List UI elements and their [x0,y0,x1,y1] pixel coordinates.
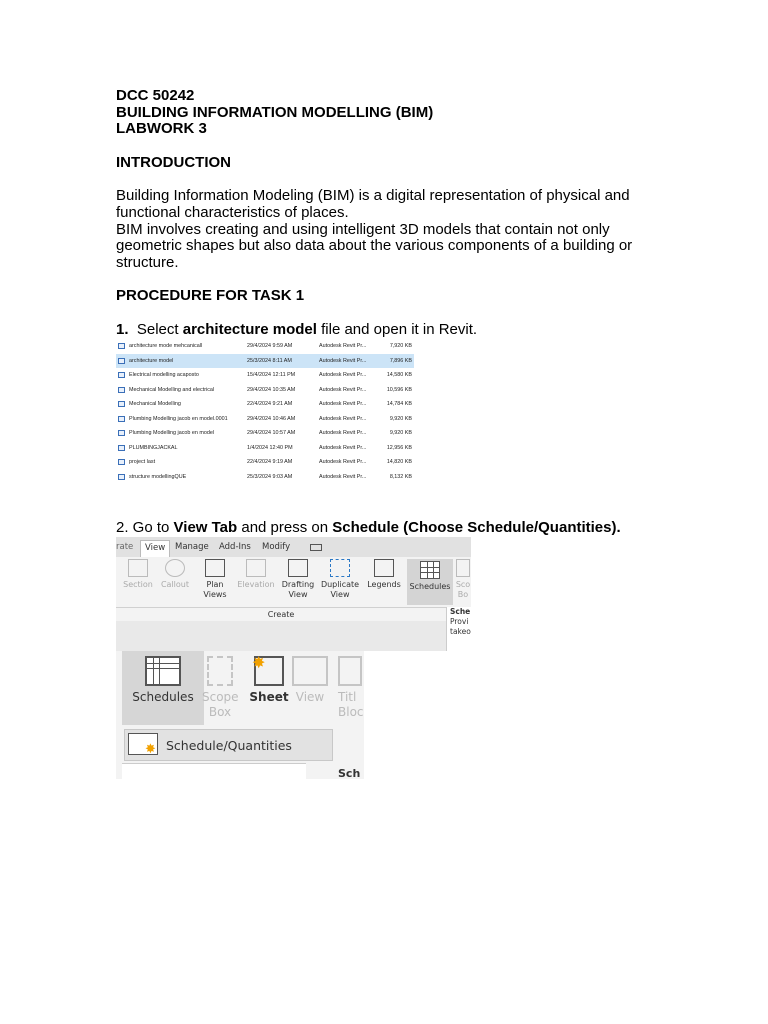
file-name: Plumbing Modelling jacob en model.0001 [129,415,228,422]
duplicate-view-button[interactable]: Duplicate View [320,559,360,599]
file-date: 25/3/2024 9:03 AM [247,473,293,480]
step-2-bold-1: View Tab [173,519,238,536]
title-block-label: Titl Bloc [338,690,364,719]
file-size: 14,784 KB [386,401,412,407]
ribbon-tabs [116,537,471,557]
file-name: Mechanical Modelling [129,401,181,407]
file-date: 22/4/2024 9:19 AM [247,459,293,465]
step-2 [116,519,621,536]
file-name: architecture model [129,357,174,364]
file-type: Autodesk Revit Pr... [319,444,367,451]
file-size: 8,132 KB [389,473,412,480]
file-type: Autodesk Revit Pr... [319,473,367,480]
plan-views-icon [205,559,225,577]
file-date: 29/4/2024 9:59 AM [247,343,293,349]
course-title: BUILDING INFORMATION MODELLING (BIM) [116,103,434,121]
section-icon [128,559,148,577]
scope-box-button[interactable]: Sco Bo [455,559,471,599]
schedules-tooltip: Sche Provi takeo [446,607,471,651]
file-list-screenshot [116,339,572,489]
step-2-mid: and press on [241,519,329,536]
ribbon-gutter [116,621,446,651]
elevation-button[interactable]: Elevation [236,559,276,590]
schedule-peek-label: Sch [338,767,361,779]
file-row[interactable] [116,397,572,412]
file-type: Autodesk Revit Pr... [319,430,367,436]
schedule-star-icon: ✸ [145,742,156,757]
file-size: 7,920 KB [389,343,412,349]
revit-file-icon [118,474,125,480]
file-name: PLUMBINGJACKAL [129,444,178,451]
lab-title: LABWORK 3 [116,120,207,138]
file-type: Autodesk Revit Pr... [319,343,367,349]
title-block-button[interactable] [338,651,364,720]
step-1 [116,322,656,339]
callout-button[interactable]: Callout [160,559,190,590]
schedules-button[interactable]: Schedules [407,559,453,605]
file-size: 9,920 KB [389,415,412,422]
callout-icon [165,559,185,577]
revit-file-icon [118,459,125,465]
file-row[interactable] [116,441,572,456]
file-row[interactable] [116,455,572,470]
sheet-label: Sheet [249,690,289,704]
scope-box-big-icon [207,656,233,686]
schedules-dropdown-screenshot [116,651,364,779]
revit-ribbon-screenshot [116,537,471,651]
file-date: 1/4/2024 12:40 PM [247,444,293,451]
file-type: Autodesk Revit Pr... [319,401,367,407]
tab-options-icon[interactable] [310,544,322,551]
intro-paragraph-2: BIM involves creating and using intelligent 3D models that contain not only geometric shapes but also data about the various components of a building or structure. [116,220,633,271]
document-body [116,88,656,339]
drafting-view-button[interactable]: Drafting View [280,559,316,599]
file-name: project last [129,459,156,465]
file-type: Autodesk Revit Pr... [319,415,367,422]
scope-box-big-button[interactable] [202,651,238,720]
file-size: 12,956 KB [386,444,412,451]
view-label: View [295,690,325,704]
file-date: 15/4/2024 12:11 PM [247,372,296,378]
file-type: Autodesk Revit Pr... [319,372,367,378]
tab-add-ins[interactable]: Add-Ins [219,542,251,552]
step-1-post: file and open it in Revit. [321,320,478,338]
revit-file-icon [118,401,125,407]
file-date: 22/4/2024 9:21 AM [247,401,293,407]
step-1-bold: architecture model [182,320,317,338]
revit-file-icon [118,416,125,422]
legends-icon [374,559,394,577]
step-2-bold-2: Schedule (Choose Schedule/Quantities). [332,519,621,536]
section-button[interactable]: Section [120,559,156,590]
revit-file-icon [118,358,125,364]
tab-rate[interactable]: rate [116,542,134,552]
revit-file-icon [118,430,125,436]
schedules-big-label: Schedules [132,690,194,704]
revit-file-icon [118,372,125,378]
title-block-icon [338,656,362,686]
duplicate-view-icon [330,559,350,577]
intro-paragraph-1: Building Information Modeling (BIM) is a digital representation of physical and functional characteristics of places. [116,187,630,221]
new-star-icon: ✸ [252,653,266,672]
course-code: DCC 50242 [116,87,195,104]
elevation-icon [246,559,266,577]
file-size: 10,596 KB [386,386,412,393]
scope-box-big-label: Scope Box [202,690,239,719]
view-button[interactable] [292,651,328,705]
file-row[interactable] [116,426,572,441]
file-type: Autodesk Revit Pr... [319,357,367,364]
tab-modify[interactable]: Modify [262,542,291,552]
file-date: 29/4/2024 10:46 AM [247,415,296,422]
file-size: 14,580 KB [386,372,412,378]
schedules-big-button[interactable] [122,651,204,725]
tab-view[interactable]: View [140,540,170,557]
file-row[interactable] [116,412,572,427]
file-row[interactable] [116,354,414,369]
create-panel-label: Create [116,607,446,622]
schedule-quantities-menu-item[interactable] [124,729,333,761]
procedure-heading: PROCEDURE FOR TASK 1 [116,287,305,305]
scope-box-icon [456,559,470,577]
file-date: 29/4/2024 10:57 AM [247,430,296,436]
drafting-view-icon [288,559,308,577]
file-size: 9,920 KB [389,430,412,436]
file-name: Plumbing Modelling jacob en model [129,430,215,436]
file-row[interactable] [116,383,572,398]
schedules-big-icon [145,656,181,686]
step-1-number: 1. [116,320,129,338]
file-row[interactable] [116,368,572,383]
file-date: 29/4/2024 10:35 AM [247,386,296,393]
menu-next-item[interactable] [122,763,306,779]
file-row[interactable] [116,470,572,485]
legends-button[interactable]: Legends [366,559,402,590]
file-type: Autodesk Revit Pr... [319,459,367,465]
step-1-pre: Select [136,320,179,338]
file-size: 14,820 KB [386,459,412,465]
file-type: Autodesk Revit Pr... [319,386,367,393]
revit-file-icon [118,343,125,349]
file-name: Mechanical Modelling and electrical [129,386,215,393]
file-name: structure modellingQUE [129,473,187,480]
schedules-icon [420,561,440,579]
tab-manage[interactable]: Manage [175,542,209,552]
file-row[interactable] [116,339,572,354]
intro-heading: INTRODUCTION [116,153,231,171]
plan-views-button[interactable]: Plan Views [200,559,230,599]
revit-file-icon [118,387,125,393]
view-icon [292,656,328,686]
file-name: Electrical modelling acaposto [129,372,199,378]
file-size: 7,896 KB [389,357,412,364]
schedule-quantities-label: Schedule/Quantities [166,738,292,753]
step-2-pre: 2. Go to [116,519,170,536]
file-date: 25/3/2024 8:11 AM [247,357,292,364]
revit-file-icon [118,445,125,451]
file-name: architecture mode mehcanicall [129,343,203,349]
